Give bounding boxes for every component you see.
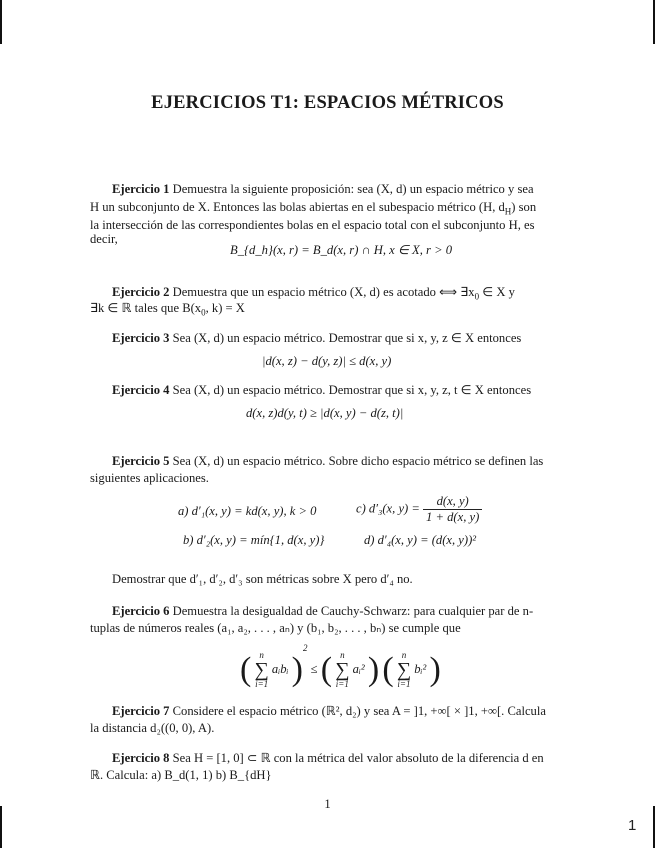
exercise-text: Demuestra la desigualdad de Cauchy-Schwarz: para cualquier par de n- bbox=[172, 604, 534, 618]
sum-upper: n bbox=[259, 650, 264, 661]
formula: d(x, z)d(y, t) ≥ |d(x, y) − d(z, t)| bbox=[246, 406, 404, 420]
sigma-icon: ∑ bbox=[396, 659, 412, 682]
summation bbox=[254, 651, 268, 689]
exercise-label: Ejercicio 7 bbox=[112, 704, 170, 718]
sum-term: aᵢ² bbox=[352, 662, 365, 676]
exercise-text: Considere el espacio métrico (ℝ², d₂) y sea A = ]1, +∞[ × ]1, +∞[. Calcula bbox=[172, 704, 546, 718]
subscript: H bbox=[504, 206, 512, 217]
exercise-label: Ejercicio 1 bbox=[112, 182, 170, 196]
exercise-text: Sea H = [1, 0] ⊂ ℝ con la métrica del valor absoluto de la diferencia d en bbox=[172, 751, 544, 765]
exercise-text: tuplas de números reales (a₁, a₂, . . . , aₙ) y (b₁, b₂, . . . , bₙ) se cumple que bbox=[90, 621, 461, 635]
exercise-label: Ejercicio 4 bbox=[112, 383, 170, 397]
exercise-text: Demostrar que d′₁, d′₂, d′₃ son métricas sobre X pero d′₄ no. bbox=[112, 572, 413, 586]
exercise-text: ∃k ∈ ℝ tales que B(x bbox=[90, 301, 202, 315]
formula-b: b) d′₂(x, y) = mín{1, d(x, y)} bbox=[183, 533, 325, 547]
exercise-text: decir, bbox=[90, 232, 118, 246]
exercise-text: ℝ. Calcula: a) B_d(1, 1) b) B_{dH} bbox=[90, 768, 272, 782]
exercise-label: Ejercicio 8 bbox=[112, 751, 170, 765]
left-paren: ( bbox=[240, 651, 252, 689]
exercise-text: la distancia d₂((0, 0), A). bbox=[90, 721, 215, 735]
sum-upper: n bbox=[340, 650, 345, 661]
right-paren: ) bbox=[367, 651, 380, 689]
fraction-denominator: 1 + d(x, y) bbox=[426, 510, 480, 524]
formula-d: d) d′₄(x, y) = (d(x, y))² bbox=[364, 533, 477, 547]
exercise-text: Sea (X, d) un espacio métrico. Demostrar que si x, y, z, t ∈ X entonces bbox=[172, 383, 532, 397]
exercise-text: ∈ X y bbox=[479, 285, 515, 299]
sum-lower: i=1 bbox=[397, 679, 411, 690]
subscript: 0 bbox=[201, 307, 206, 318]
exercise-text: Sea (X, d) un espacio métrico. Demostrar que si x, y, z ∈ X entonces bbox=[172, 331, 522, 345]
formula: B_{d_h}(x, r) = B_d(x, r) ∩ H, x ∈ X, r > 0 bbox=[230, 243, 453, 257]
exercise-label: Ejercicio 3 bbox=[112, 331, 170, 345]
exercise-text: siguientes aplicaciones. bbox=[90, 471, 209, 485]
summation bbox=[397, 651, 411, 689]
exercise-text: Demuestra que un espacio métrico (X, d) es acotado ⟺ ∃x bbox=[172, 285, 475, 299]
exercise-label: Ejercicio 6 bbox=[112, 604, 170, 618]
sum-lower: i=1 bbox=[255, 679, 269, 690]
exercise-text: Demuestra la siguiente proposición: sea (X, d) un espacio métrico y sea bbox=[172, 182, 534, 196]
sum-upper: n bbox=[401, 650, 407, 661]
subscript: 0 bbox=[474, 291, 480, 302]
sum-term: bᵢ² bbox=[414, 662, 427, 676]
fraction bbox=[423, 494, 482, 525]
exercise-text: ) son bbox=[511, 200, 537, 214]
leq-symbol: ≤ bbox=[310, 662, 318, 676]
right-paren: ) bbox=[291, 651, 303, 689]
fraction-numerator: d(x, y) bbox=[423, 494, 482, 510]
summation bbox=[335, 651, 349, 689]
cauchy-schwarz-formula bbox=[240, 643, 441, 689]
exercise-label: Ejercicio 5 bbox=[112, 454, 170, 468]
exercise-label: Ejercicio 2 bbox=[112, 285, 170, 299]
left-paren: ( bbox=[320, 651, 333, 689]
sum-lower: i=1 bbox=[335, 679, 349, 690]
sigma-icon: ∑ bbox=[335, 659, 350, 682]
page-number: 1 bbox=[324, 797, 331, 811]
exercise-text: la intersección de las correspondientes bolas en el espacio total con el subconjunto H, es bbox=[90, 218, 535, 232]
exponent: 2 bbox=[302, 643, 308, 653]
sum-term: aᵢbᵢ bbox=[271, 662, 289, 676]
sigma-icon: ∑ bbox=[254, 659, 269, 682]
formula-a: a) d′₁(x, y) = kd(x, y), k > 0 bbox=[178, 504, 317, 518]
exercise-text: , k) = X bbox=[205, 301, 245, 315]
page-title: EJERCICIOS T1: ESPACIOS MÉTRICOS bbox=[151, 93, 504, 113]
viewer-page-number: 1 bbox=[628, 817, 637, 834]
right-paren: ) bbox=[429, 651, 441, 689]
exercise-text: H un subconjunto de X. Entonces las bolas abiertas en el subespacio métrico (H, d bbox=[90, 200, 505, 214]
formula: |d(x, z) − d(y, z)| ≤ d(x, y) bbox=[262, 354, 392, 368]
formula-c-prefix: c) d′₃(x, y) = bbox=[356, 501, 420, 516]
left-paren: ( bbox=[382, 651, 394, 689]
formula-c bbox=[356, 494, 482, 525]
exercise-text: Sea (X, d) un espacio métrico. Sobre dicho espacio métrico se definen las bbox=[172, 454, 544, 468]
